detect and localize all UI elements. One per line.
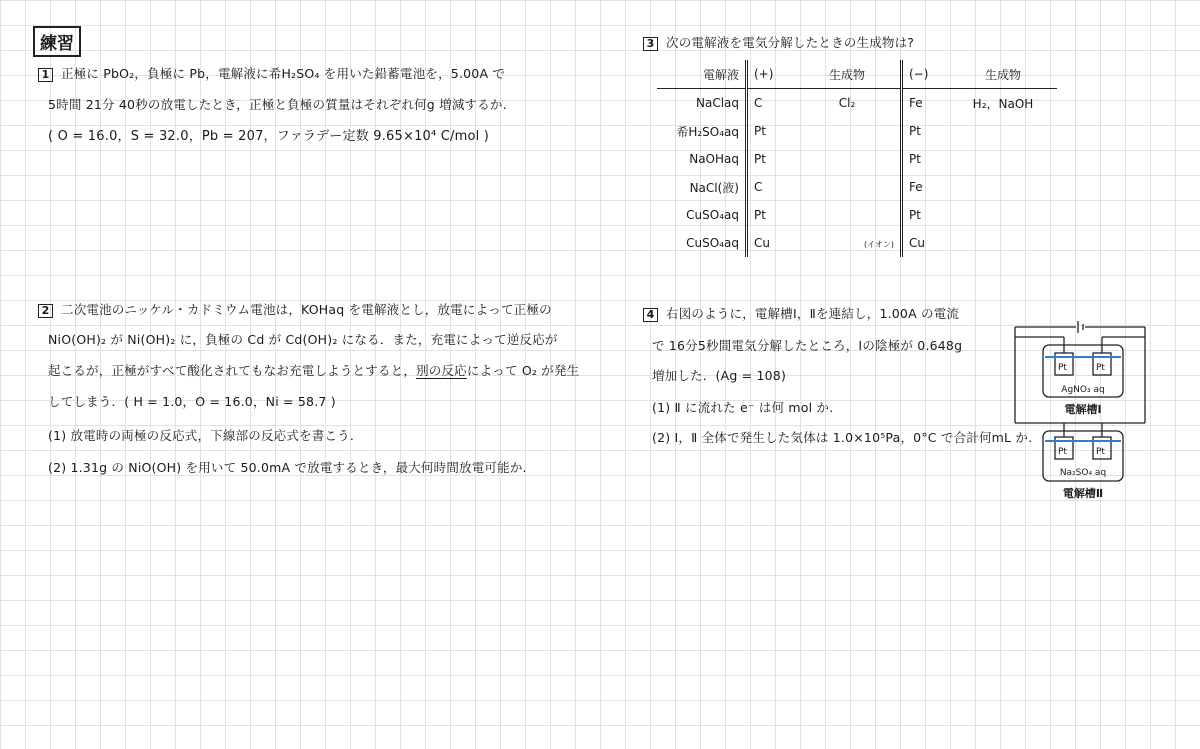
table-row	[657, 117, 1057, 145]
header-electrolyte: 電解液	[657, 60, 747, 89]
cell-electrolyte: CuSO₄aq	[657, 201, 747, 229]
q2-sub2: (2) 1.31g の NiO(OH) を用いて 50.0mA で放電するとき，最大何時間放電可能か.	[48, 460, 527, 475]
q2-number: 2	[38, 304, 53, 318]
cell-anode: Pt	[754, 152, 766, 166]
q2-line3-pre: 起こるが，正極がすべて酸化されてもなお充電しようとすると，	[48, 363, 417, 378]
header-cathode-product: 生成物	[949, 60, 1057, 89]
cell-cathode-product	[949, 201, 1057, 229]
q4-sub2: (2) Ⅰ，Ⅱ 全体で発生した気体は 1.0×10⁵Pa，0°C で合計何mL か.	[652, 430, 1033, 445]
cell-electrolyte: NaClaq	[657, 89, 747, 118]
cell-cathode-product	[949, 229, 1057, 257]
cell-1-label: 電解槽Ⅰ	[1064, 403, 1102, 416]
q1-line1	[38, 64, 505, 82]
q4-number: 4	[643, 308, 658, 322]
cell-anode: C	[754, 180, 763, 194]
cell-anode-product-with-note	[794, 229, 902, 257]
cell-anode: Cu	[754, 236, 770, 250]
cell-anode: Pt	[754, 124, 766, 138]
cell-1-electrode-right-label: Pt	[1096, 363, 1105, 373]
electrolysis-table	[657, 60, 1057, 257]
table-row	[657, 89, 1057, 118]
header-anode: (+)	[747, 60, 795, 89]
header-anode-product: 生成物	[794, 60, 902, 89]
table-row	[657, 229, 1057, 257]
cell-anode-product: Cl₂	[794, 89, 902, 118]
q4-line3: 増加した．(Ag = 108)	[652, 368, 787, 383]
q1-line3: ( O = 16.0，S = 32.0，Pb = 207，ファラデー定数 9.65×10⁴ C/mol )	[48, 129, 490, 144]
table-row	[657, 201, 1057, 229]
q1-line2: 5時間 21分 40秒の放電したとき，正極と負極の質量はそれぞれ何g 増減するか.	[48, 97, 507, 112]
cell-anode-product	[794, 117, 902, 145]
cell-1-electrode-left-label: Pt	[1058, 363, 1067, 373]
cell-anode: C	[754, 96, 763, 110]
cell-anode-product	[794, 201, 902, 229]
cell-anode-product	[794, 145, 902, 173]
q3-heading	[643, 33, 914, 51]
cell-cathode: Fe	[909, 180, 923, 194]
q2-line1	[38, 300, 552, 318]
q2-line3-post: によって O₂ が発生	[466, 363, 580, 378]
cell-2-electrode-left-label: Pt	[1058, 447, 1067, 457]
q3-heading-text: 次の電解液を電気分解したときの生成物は?	[666, 35, 915, 50]
cell-cathode-product	[949, 145, 1057, 173]
cell-2-label: 電解槽Ⅱ	[1062, 487, 1104, 500]
cell-cathode-product	[949, 117, 1057, 145]
cell-anode: Pt	[754, 208, 766, 222]
cell-cathode: Cu	[909, 236, 925, 250]
cell-electrolyte: CuSO₄aq	[657, 229, 747, 257]
q1-number: 1	[38, 68, 53, 82]
cell-2-electrode-right-label: Pt	[1096, 447, 1105, 457]
ion-note: (イオン)	[863, 240, 894, 249]
cell-cathode: Fe	[909, 96, 923, 110]
cell-electrolyte: NaOHaq	[657, 145, 747, 173]
cell-2-solution-label: Na₂SO₄ aq	[1059, 468, 1107, 478]
q4-line1	[643, 304, 959, 322]
cell-cathode: Pt	[909, 208, 921, 222]
table-row	[657, 145, 1057, 173]
header-cathode: (−)	[902, 60, 950, 89]
q4-line2: で 16分5秒間電気分解したところ，Ⅰの陰極が 0.648g	[652, 338, 963, 353]
q2-sub1: (1) 放電時の両極の反応式，下線部の反応式を書こう.	[48, 428, 355, 443]
q2-line2: NiO(OH)₂ が Ni(OH)₂ に，負極の Cd が Cd(OH)₂ になる．また，充電によって逆反応が	[48, 332, 558, 347]
cell-cathode-product: H₂，NaOH	[972, 96, 1034, 111]
cell-cathode: Pt	[909, 152, 921, 166]
q2-underlined-text: 別の反応	[416, 363, 467, 378]
q2-line1-text: 二次電池のニッケル・カドミウム電池は，KOHaq を電解液とし，放電によって正極の	[61, 302, 552, 317]
q4-sub1: (1) Ⅱ に流れた e⁻ は何 mol か.	[652, 400, 834, 415]
q2-line3	[48, 361, 579, 379]
table-row	[657, 173, 1057, 201]
q1-line1-text: 正極に PbO₂，負極に Pb，電解液に希H₂SO₄ を用いた鉛蓄電池を，5.00A で	[61, 66, 506, 81]
q3-number: 3	[643, 37, 658, 51]
page-title: 練習	[33, 26, 81, 57]
cell-cathode: Pt	[909, 124, 921, 138]
q2-line4: してしまう．( H = 1.0，O = 16.0，Ni = 58.7 )	[48, 394, 336, 409]
cell-electrolyte: 希H₂SO₄aq	[657, 117, 747, 145]
electrolysis-cells-diagram	[1005, 315, 1155, 515]
cell-1-solution-label: AgNO₃ aq	[1061, 385, 1105, 395]
cell-anode-product	[794, 173, 902, 201]
table-header-row	[657, 60, 1057, 89]
q4-line1-text: 右図のように，電解槽Ⅰ，Ⅱを連結し，1.00A の電流	[666, 306, 960, 321]
cell-electrolyte: NaCl(液)	[657, 173, 747, 201]
cell-cathode-product	[949, 173, 1057, 201]
